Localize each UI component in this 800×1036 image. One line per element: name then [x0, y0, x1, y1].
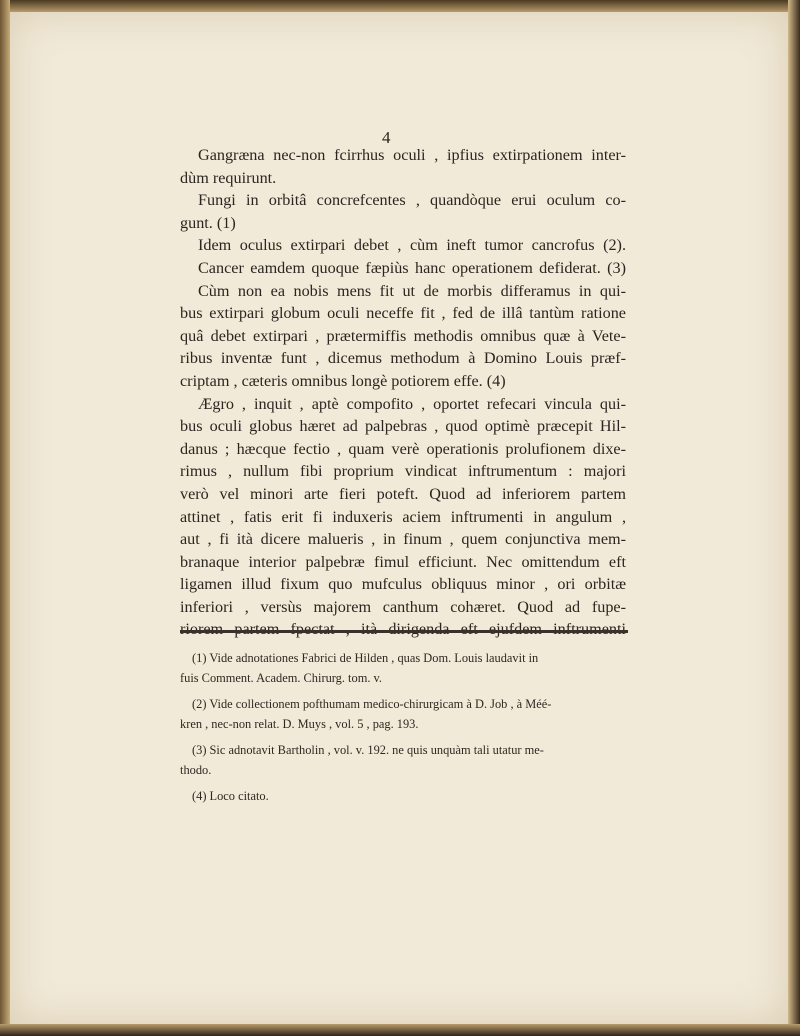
footnote-line: (4) Loco citato. — [192, 789, 269, 803]
text-line: aut , fi ità dicere malueris , in finum , quem conjunctiva mem- — [180, 530, 626, 549]
main-text — [180, 144, 626, 641]
text-line: inferiori , versùs majorem canthum cohæret. Quod ad fupe- — [180, 597, 626, 616]
footnote-line: kren , nec-non relat. D. Muys , vol. 5 , pag. 193. — [180, 717, 419, 731]
text-line: verò vel minori arte fieri poteft. Quod ad inferiorem partem — [180, 484, 626, 503]
text-line: ribus inventæ funt , dicemus methodum à Domino Louis præf- — [180, 349, 626, 368]
page-right-edge — [788, 0, 800, 1036]
text-line: bus extirpari globum oculi neceffe fit , fed de illâ tantùm ratione — [180, 304, 626, 323]
page-number: 4 — [382, 128, 391, 147]
text-line: Cùm non ea nobis mens fit ut de morbis differamus in qui- — [198, 281, 626, 300]
text-line: dùm requirunt. — [180, 168, 277, 187]
text-line: quâ debet extirpari , prætermiffis methodis omnibus quæ à Vete- — [180, 326, 626, 345]
footnotes — [180, 648, 626, 806]
text-line: bus oculi globus hæret ad palpebras , quod optimè præcepit Hil- — [180, 417, 626, 436]
text-line: attinet , fatis erit fi induxeris aciem inftrumenti in angulum , — [180, 507, 626, 526]
text-line: ligamen illud fixum quo mufculus obliquus minor , ori orbitæ — [180, 575, 626, 594]
footnote-line: fuis Comment. Academ. Chirurg. tom. v. — [180, 671, 383, 685]
page-bottom-edge — [0, 1024, 800, 1036]
footnote-rule — [180, 630, 628, 633]
page-top-edge — [0, 0, 800, 12]
text-line: Gangræna nec-non fcirrhus oculi , ipfius extirpationem inter- — [198, 146, 626, 164]
footnote-line: (1) Vide adnotationes Fabrici de Hilden , quas Dom. Louis laudavit in — [192, 651, 539, 665]
footnote-line: thodo. — [180, 763, 212, 777]
text-line: criptam , cæteris omnibus longè potiorem effe. (4) — [180, 371, 506, 390]
footnote-line: (3) Sic adnotavit Bartholin , vol. v. 192. ne quis unquàm tali utatur me- — [192, 743, 544, 757]
text-line: Ægro , inquit , aptè compofito , oportet refecari vincula qui- — [198, 394, 626, 413]
text-line: gunt. (1) — [180, 213, 236, 232]
text-line: rimus , nullum fibi proprium vindicat inftrumentum : majori — [180, 462, 626, 481]
text-line: Idem oculus extirpari debet , cùm ineft tumor cancrofus (2). — [198, 236, 626, 255]
text-line: branaque interior palpebræ fimul efficiunt. Nec omittendum eft — [180, 552, 626, 571]
text-line: danus ; hæcque fectio , quam verè operationis prolufionem dixe- — [180, 439, 626, 458]
footnote-line: (2) Vide collectionem pofthumam medico-chirurgicam à D. Job , à Méé- — [192, 697, 552, 711]
page-left-edge — [0, 0, 10, 1036]
text-line: Fungi in orbitâ concrefcentes , quandòque erui oculum co- — [198, 191, 626, 210]
text-line: Cancer eamdem quoque fæpiùs hanc operationem defiderat. (3) — [198, 258, 626, 277]
